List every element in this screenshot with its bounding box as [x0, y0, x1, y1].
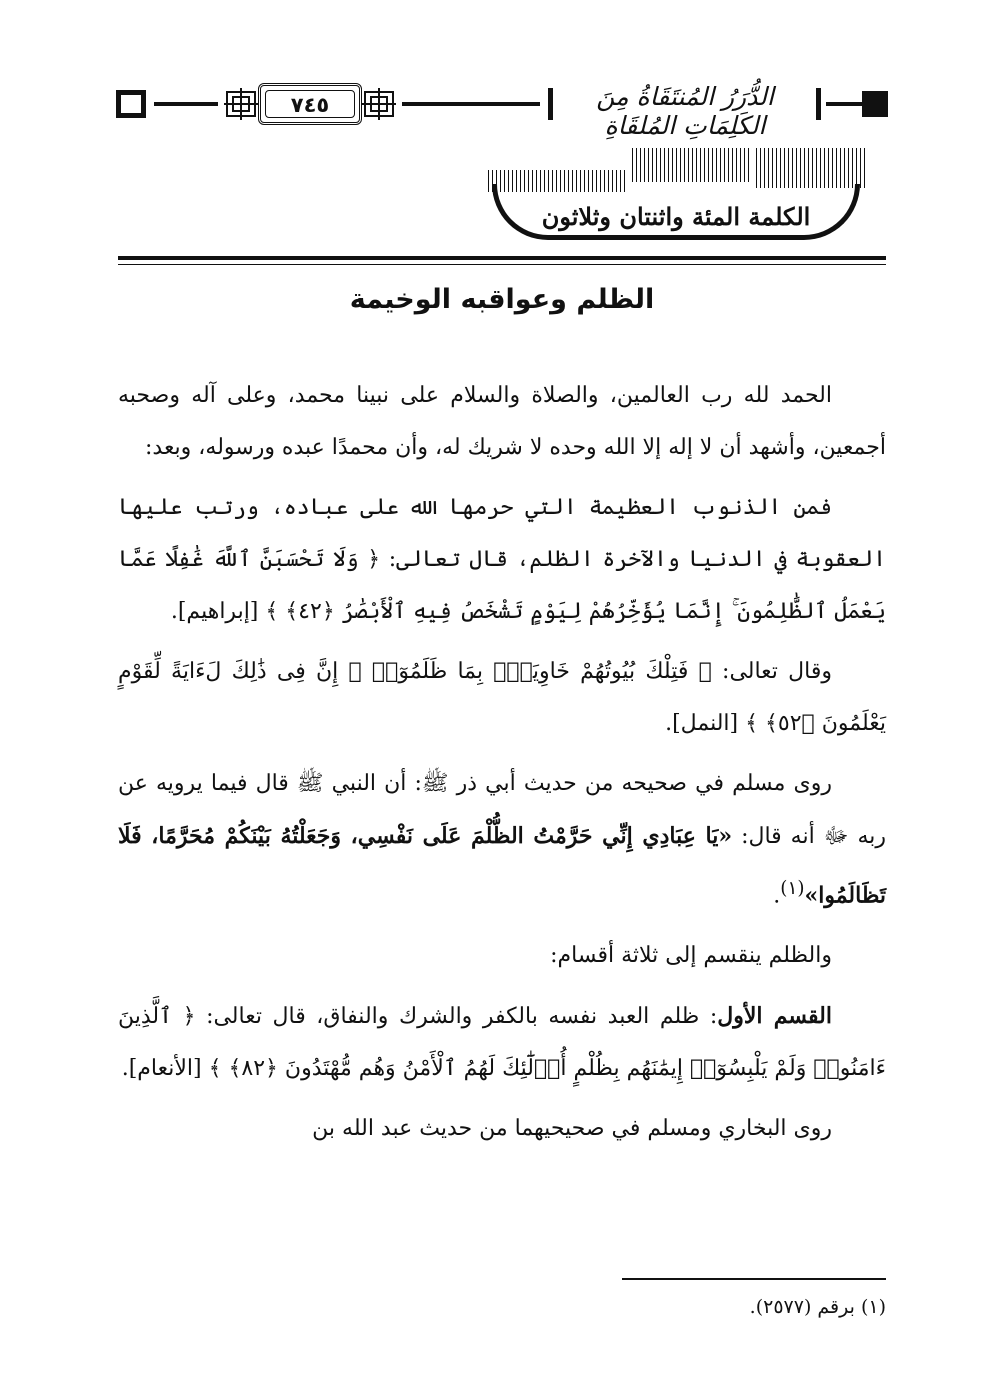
knot-ornament-icon [224, 88, 258, 120]
header-open-square-ornament [116, 90, 146, 118]
section-label: القسم الأول [717, 1003, 832, 1030]
surah-reference: [إبراهيم]. [170, 599, 259, 624]
paragraph: روى مسلم في صحيحه من حديث أبي ذر ﷺ: أن النبي ﷺ قال فيما يرويه عن ربه ﷻ أنه قال: «يَا عِبَادِي إِنِّي حَرَّمْتُ الظُّلْمَ عَلَى نَفْسِي، وَجَعَلْتُهُ بَيْنَكُمْ مُحَرَّمًا، فَلَا تَظَالَمُوا»$^{(١)}$. [118, 771, 886, 909]
quran-verse: ﴿ فَتِلْكَ بُيُوتُهُمْ خَاوِيَةًۢ بِمَا ظَلَمُوٓا۟ ۗ إِنَّ فِى ذَٰلِكَ لَءَايَةً لِّقَوْمٍ يَعْلَمُونَ ﴿٥٢﴾ ﴾ [118, 659, 886, 736]
paragraph-text: روى مسلم في صحيحه من حديث أبي ذر ﷺ: أن النبي ﷺ قال فيما يرويه عن ربه ﷻ أنه قال: [118, 771, 886, 849]
paragraph [118, 1103, 886, 1155]
surah-reference: [الأنعام]. [121, 1056, 202, 1082]
paragraph-text: الحمد لله رب العالمين، والصلاة والسلام على نبينا محمد، وعلى آله وصحبه أجمعين، وأشهد أن لا إله إلا الله وحده لا شريك له، وأن محمدًا عبده ورسوله، وبعد: [118, 383, 886, 460]
paragraph [118, 482, 886, 638]
page-title: الظلم وعواقبه الوخيمة [349, 284, 655, 315]
header-filled-square-ornament [862, 91, 888, 117]
body-text [118, 370, 886, 1163]
paragraph [118, 990, 886, 1095]
page-number: ٧٤٥ [290, 93, 330, 117]
paragraph-text: روى البخاري ومسلم في صحيحيهما من حديث عبد الله بن [312, 1116, 832, 1142]
header-divider-bar [548, 88, 553, 120]
chapter-title: الكلمة المئة واثنتان وثلاثون [541, 202, 811, 231]
paragraph-text: : ظلم العبد نفسه بالكفر والشرك والنفاق، قال تعالى: [206, 1004, 718, 1030]
header-divider-bar [816, 88, 821, 120]
paragraph-text: والظلم ينقسم إلى ثلاثة أقسام: [550, 943, 832, 969]
knot-ornament-icon [362, 88, 396, 120]
quran-verse: ﴿ وَلَا تَحْسَبَنَّ ٱللَّهَ غَٰفِلًا عَمَّا يَعْمَلُ ٱلظَّٰلِمُونَ ۚ إِنَّمَا يُؤَخِّرُهُمْ لِيَوْمٍ تَشْخَصُ فِيهِ ٱلْأَبْصَٰرُ ﴿٤٢﴾ ﴾ [118, 547, 886, 624]
footnote-marker: (١) [780, 878, 805, 899]
hadith-text: «يَا عِبَادِي إِنِّي حَرَّمْتُ الظُّلْمَ عَلَى نَفْسِي، وَجَعَلْتُهُ بَيْنَكُمْ مُحَرَّمًا، فَلَا تَظَالَمُوا» [118, 823, 886, 909]
section-rule [118, 256, 886, 260]
paragraph [118, 930, 886, 982]
hatch-ornament [756, 148, 868, 188]
hatch-ornament [632, 148, 752, 182]
header-rule [826, 102, 866, 106]
section-rule [118, 264, 886, 265]
paragraph [118, 370, 886, 474]
footnote: (١) برقم (٢٥٧٧). [749, 1296, 886, 1318]
running-header [116, 80, 888, 140]
header-rule [154, 102, 218, 106]
paragraph [118, 646, 886, 750]
chapter-banner [488, 148, 868, 242]
surah-reference: [النمل]. [665, 711, 739, 736]
paragraph-text: فمن الذنوب العظيمة التي حرمها الله على عباده، ورتب عليها العقوبة في الدنيا والآخرة الظلم، قال تعالى: [118, 495, 887, 572]
header-rule [402, 102, 540, 106]
paragraph-text: وقال تعالى: [722, 659, 832, 684]
page-number-ornament [220, 80, 400, 128]
footnote-rule [622, 1278, 886, 1280]
quran-verse: ﴿ ٱلَّذِينَ ءَامَنُوا۟ وَلَمْ يَلْبِسُوٓا۟ إِيمَٰنَهُم بِظُلْمٍ أُو۟لَٰٓئِكَ لَهُمُ ٱلْأَمْنُ وَهُم مُّهْتَدُونَ ﴿٨٢﴾ ﴾ [118, 1004, 886, 1082]
book-title: الدُّرَرُ المُنتَقَاةُ مِنَ الكَلِمَاتِ المُلقَاةِ [596, 82, 774, 140]
page-number-frame [258, 83, 362, 125]
